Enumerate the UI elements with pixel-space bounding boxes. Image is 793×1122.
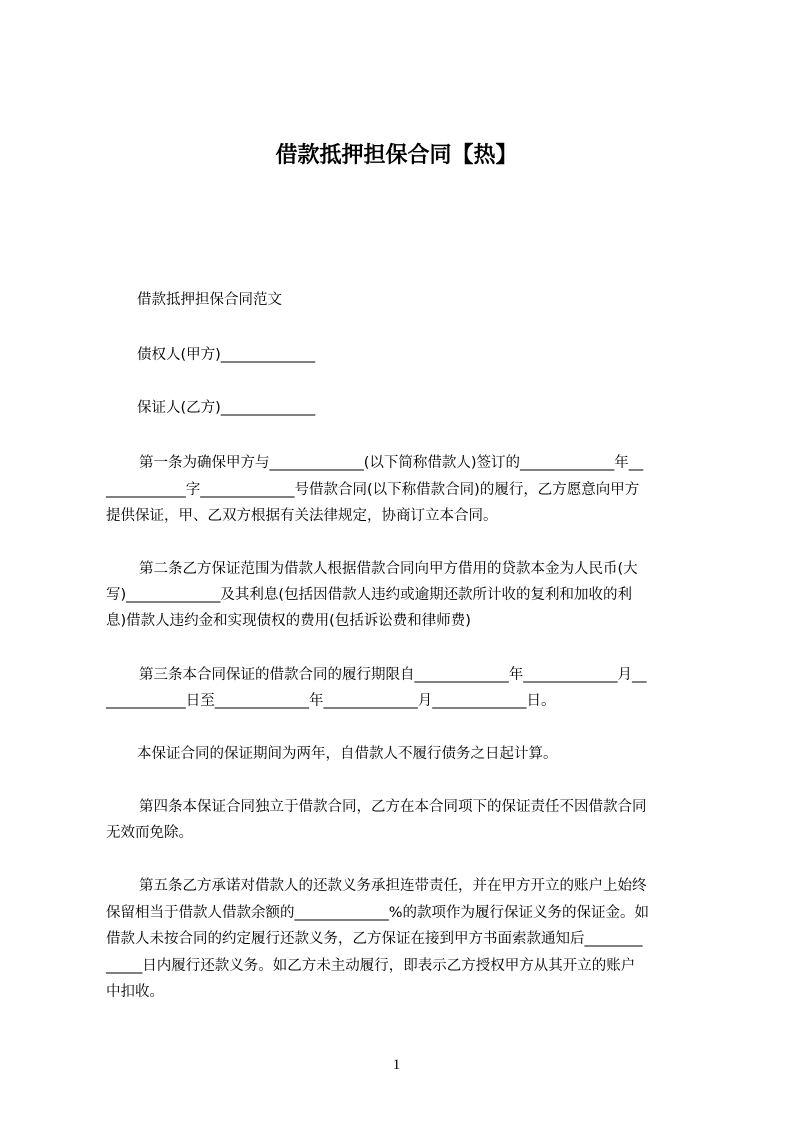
- page-number: 1: [392, 1057, 401, 1073]
- document-title: 借款抵押担保合同【热】: [275, 143, 518, 168]
- document-line: 保留相当于借款人借款余额的_____________%的款项作为履行保证义务的保证金。如: [106, 905, 650, 921]
- document-line: 第二条乙方保证范围为借款人根据借款合同向甲方借用的贷款本金为人民币(大: [139, 561, 638, 577]
- document-line: 写)_____________及其利息(包括因借款人违约或逾期还款所计收的复利和加收的利: [106, 587, 633, 603]
- document-line: _____日内履行还款义务。如乙方未主动履行，即表示乙方授权甲方从其开立的账户: [106, 958, 636, 974]
- document-line: 债权人(甲方)_____________: [137, 347, 316, 363]
- document-line: 无效而免除。: [106, 825, 193, 841]
- document-line: 第一条为确保甲方与_____________(以下简称借款人)签订的_____________年__: [139, 455, 644, 471]
- document-line: 本保证合同的保证期间为两年，自借款人不履行债务之日起计算。: [137, 746, 558, 762]
- document-line: 第四条本保证合同独立于借款合同，乙方在本合同项下的保证责任不因借款合同: [139, 799, 647, 815]
- document-line: 提供保证，甲、乙双方根据有关法律规定，协商订立本合同。: [106, 508, 498, 524]
- document-line: 第三条本合同保证的借款合同的履行期限自_____________年_____________月__: [139, 667, 647, 683]
- document-line: 借款人未按合同的约定履行还款义务，乙方保证在接到甲方书面索款通知后________: [106, 931, 643, 947]
- document-line: 保证人(乙方)_____________: [137, 400, 316, 416]
- document-line: 第五条乙方承诺对借款人的还款义务承担连带责任，并在甲方开立的账户上始终: [139, 878, 647, 894]
- document-line: 借款抵押担保合同范文: [137, 292, 282, 308]
- document-line: 中扣收。: [106, 984, 164, 1000]
- document-line: 息)借款人违约金和实现债权的费用(包括诉讼费和律师费): [106, 613, 471, 629]
- document-line: ___________日至_____________年_____________月_____________日。: [106, 693, 556, 709]
- document-line: ___________字_____________号借款合同(以下称借款合同)的履行，乙方愿意向甲方: [106, 482, 640, 498]
